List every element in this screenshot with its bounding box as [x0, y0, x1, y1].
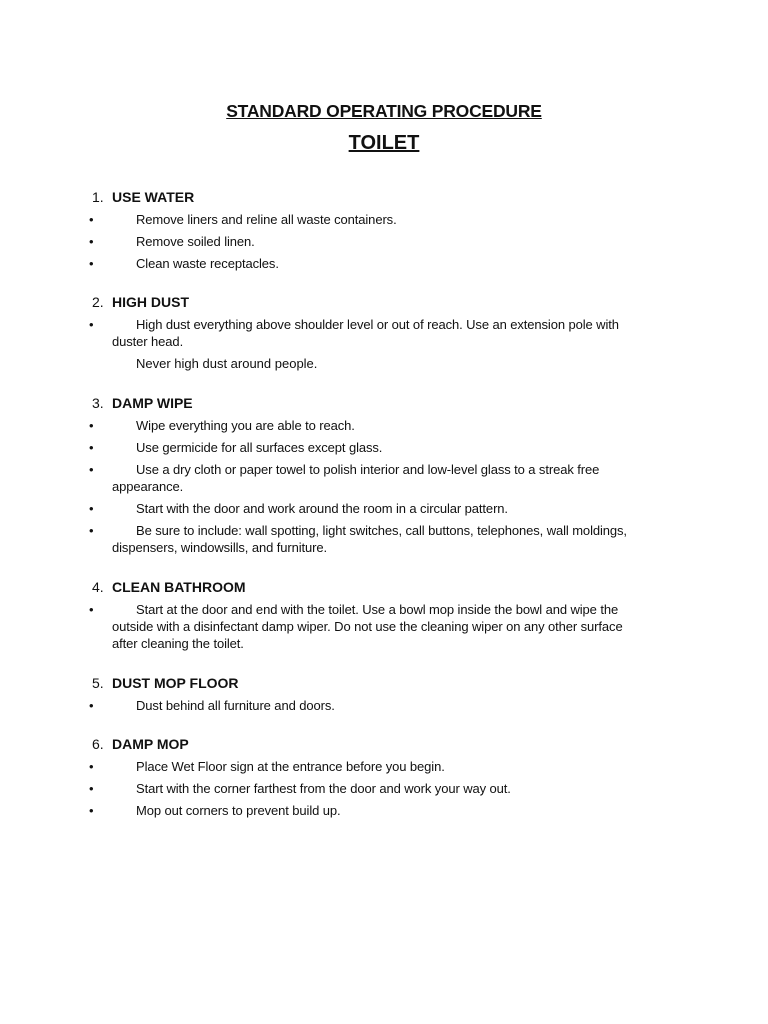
list-item [89, 439, 637, 456]
list-item-text: Wipe everything you are able to reach. [136, 418, 355, 433]
procedure-section [89, 294, 637, 372]
procedure-section [89, 189, 637, 277]
bullet-icon: • [89, 803, 94, 818]
section-heading-text: USE WATER [112, 189, 195, 205]
section-heading-text: DAMP WIPE [112, 395, 193, 411]
list-item-text: Remove liners and reline all waste containers. [136, 212, 397, 227]
section-heading [92, 189, 637, 206]
list-item [89, 461, 637, 495]
list-item [89, 601, 637, 652]
document-subtitle: TOILET [348, 132, 420, 154]
bullet-icon: • [89, 440, 94, 455]
list-item-text: Start with the door and work around the room in a circular pattern. [136, 501, 508, 516]
procedure-section [89, 395, 637, 561]
list-item [89, 255, 637, 272]
list-item [89, 802, 637, 819]
bullet-icon: • [89, 256, 94, 271]
list-item-text: Start with the corner farthest from the door and work your way out. [136, 781, 511, 796]
section-heading [92, 736, 637, 753]
bullet-icon: • [89, 212, 94, 227]
procedure-section [89, 736, 637, 824]
list-item [89, 233, 637, 250]
section-heading-text: DUST MOP FLOOR [112, 675, 239, 691]
list-item [89, 417, 637, 434]
list-item [89, 758, 637, 775]
list-item-text: Be sure to include: wall spotting, light switches, call buttons, telephones, wall moldings, dispensers, windowsills, and furniture. [112, 523, 627, 555]
bullet-icon: • [89, 602, 94, 617]
section-number: 3. [92, 395, 104, 411]
list-item-text: Dust behind all furniture and doors. [136, 698, 335, 713]
section-number: 6. [92, 736, 104, 752]
section-note: Never high dust around people. [136, 356, 318, 371]
list-item-text: High dust everything above shoulder level or out of reach. Use an extension pole with duster head. [112, 317, 619, 349]
list-item-text: Start at the door and end with the toilet. Use a bowl mop inside the bowl and wipe the outside with a disinfectant damp wiper. Do not use the cleaning wiper on any other surface after cleaning the toilet. [112, 602, 623, 651]
bullet-icon: • [89, 234, 94, 249]
section-heading [92, 395, 637, 412]
bullet-icon: • [89, 418, 94, 433]
section-heading-text: CLEAN BATHROOM [112, 579, 246, 595]
procedure-section [89, 579, 637, 657]
section-number: 2. [92, 294, 104, 310]
list-item [89, 500, 637, 517]
list-item-text: Place Wet Floor sign at the entrance before you begin. [136, 759, 445, 774]
bullet-icon: • [89, 759, 94, 774]
list-item [89, 522, 637, 556]
bullet-icon: • [89, 501, 94, 516]
list-item [89, 780, 637, 797]
section-heading [92, 675, 637, 692]
section-heading [92, 294, 637, 311]
section-number: 5. [92, 675, 104, 691]
list-item-text: Use a dry cloth or paper towel to polish interior and low-level glass to a streak free appearance. [112, 462, 600, 494]
section-heading-text: HIGH DUST [112, 294, 189, 310]
procedure-section [89, 675, 637, 719]
list-item-text: Use germicide for all surfaces except glass. [136, 440, 383, 455]
section-heading-text: DAMP MOP [112, 736, 189, 752]
list-item-text: Clean waste receptacles. [136, 256, 279, 271]
bullet-icon: • [89, 462, 94, 477]
document-title: STANDARD OPERATING PROCEDURE [226, 101, 542, 121]
section-number: 4. [92, 579, 104, 595]
list-item-text: Mop out corners to prevent build up. [136, 803, 341, 818]
section-heading [92, 579, 637, 596]
list-item-text: Remove soiled linen. [136, 234, 255, 249]
bullet-icon: • [89, 523, 94, 538]
bullet-icon: • [89, 317, 94, 332]
bullet-icon: • [89, 698, 94, 713]
section-number: 1. [92, 189, 104, 205]
bullet-icon: • [89, 781, 94, 796]
list-item [89, 697, 637, 714]
list-item [89, 211, 637, 228]
list-item [89, 316, 637, 350]
